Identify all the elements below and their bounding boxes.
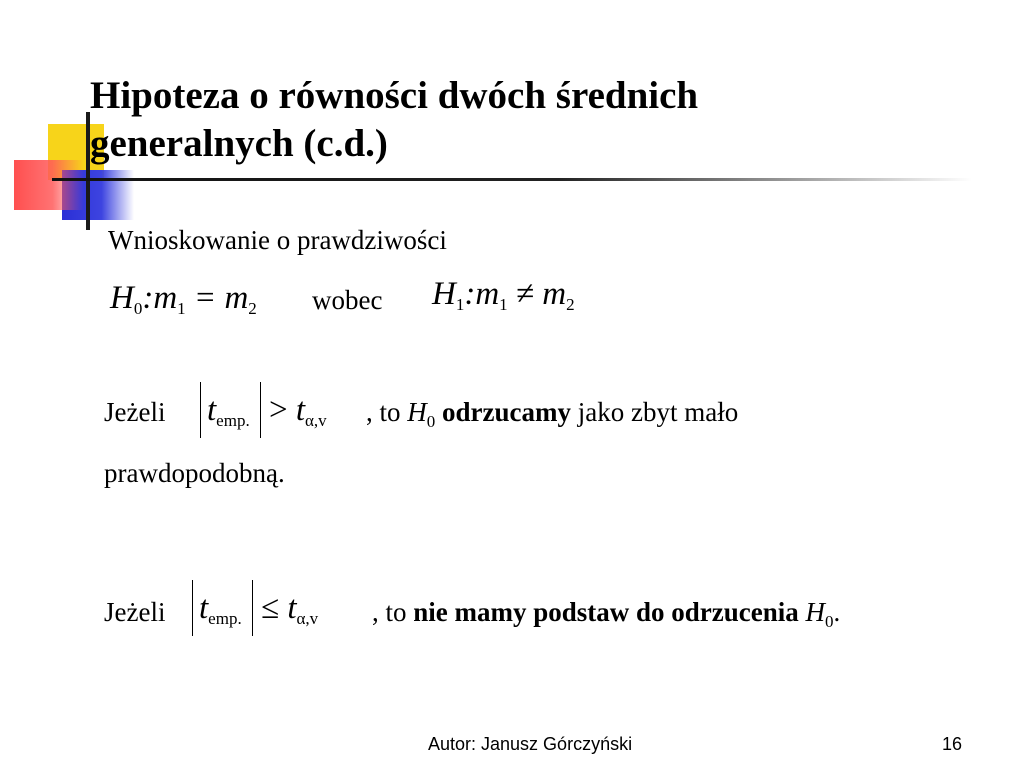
h1-relation: :m [464, 276, 500, 312]
rule2-end: . [833, 597, 841, 627]
rule2-verdict: nie mamy podstaw do odrzucenia [413, 597, 799, 627]
rule2-operator: ≤ [260, 590, 280, 626]
rule1-operator: > [268, 392, 288, 428]
rule2-t-sub: emp. [208, 609, 242, 628]
rule1-t-sub: emp. [216, 411, 250, 430]
slide-title-line2: generalnych (c.d.) [90, 122, 388, 165]
rule2-t: t [199, 590, 209, 626]
rule1-line2: prawdopodobną. [104, 458, 285, 488]
h0-m2-index: 2 [248, 299, 257, 318]
rule2-condition [192, 580, 318, 636]
h1-index: 1 [455, 295, 465, 314]
footer-author: Autor: Janusz Górczyński [428, 734, 633, 754]
rule1-t: t [207, 392, 217, 428]
h0-index: 0 [133, 299, 143, 318]
h1-symbol: H [432, 276, 456, 312]
rule2-t-crit-sub: α,v [296, 609, 319, 628]
rule2-h0-sub: 0 [825, 612, 834, 631]
h1-m2-index: 2 [566, 295, 575, 314]
rule2-h0: H [805, 597, 826, 627]
rule2-if: Jeżeli [104, 597, 166, 627]
rule2-to: , to [372, 597, 407, 627]
rule1-h0-sub: 0 [426, 412, 436, 431]
rule2-conclusion [372, 597, 840, 632]
rule1-abs-t [200, 382, 261, 438]
rule1-rest: jako zbyt mało [577, 397, 739, 427]
h0-symbol: H [110, 280, 134, 316]
alternative-hypothesis [432, 276, 575, 315]
rule1-t-crit: t [295, 392, 305, 428]
versus-word: wobec [312, 285, 383, 315]
h1-m1-index: 1 [499, 295, 508, 314]
rule1-t-crit-sub: α,v [305, 411, 327, 430]
intro-text: Wnioskowanie o prawdziwości [108, 225, 447, 255]
h0-equals: = m [185, 280, 249, 316]
rule1-if: Jeżeli [104, 397, 166, 427]
slide-title-line1: Hipoteza o równości dwóch średnich [90, 74, 699, 117]
rule1-condition [200, 382, 327, 438]
rule1-conclusion [366, 397, 738, 432]
rule1-verdict: odrzucamy [442, 397, 571, 427]
rule2-t-crit: t [287, 590, 297, 626]
page-number: 16 [942, 734, 963, 754]
h1-not-equal: ≠ m [507, 276, 567, 312]
slide-title [90, 72, 990, 168]
rule2-abs-t [192, 580, 253, 636]
null-hypothesis [110, 280, 257, 319]
rule1-h0: H [407, 397, 427, 427]
h0-m1-index: 1 [177, 299, 186, 318]
title-underline [52, 178, 972, 181]
h0-relation: :m [142, 280, 178, 316]
rule1-to: , to [366, 397, 401, 427]
decor-red-square [14, 160, 84, 210]
